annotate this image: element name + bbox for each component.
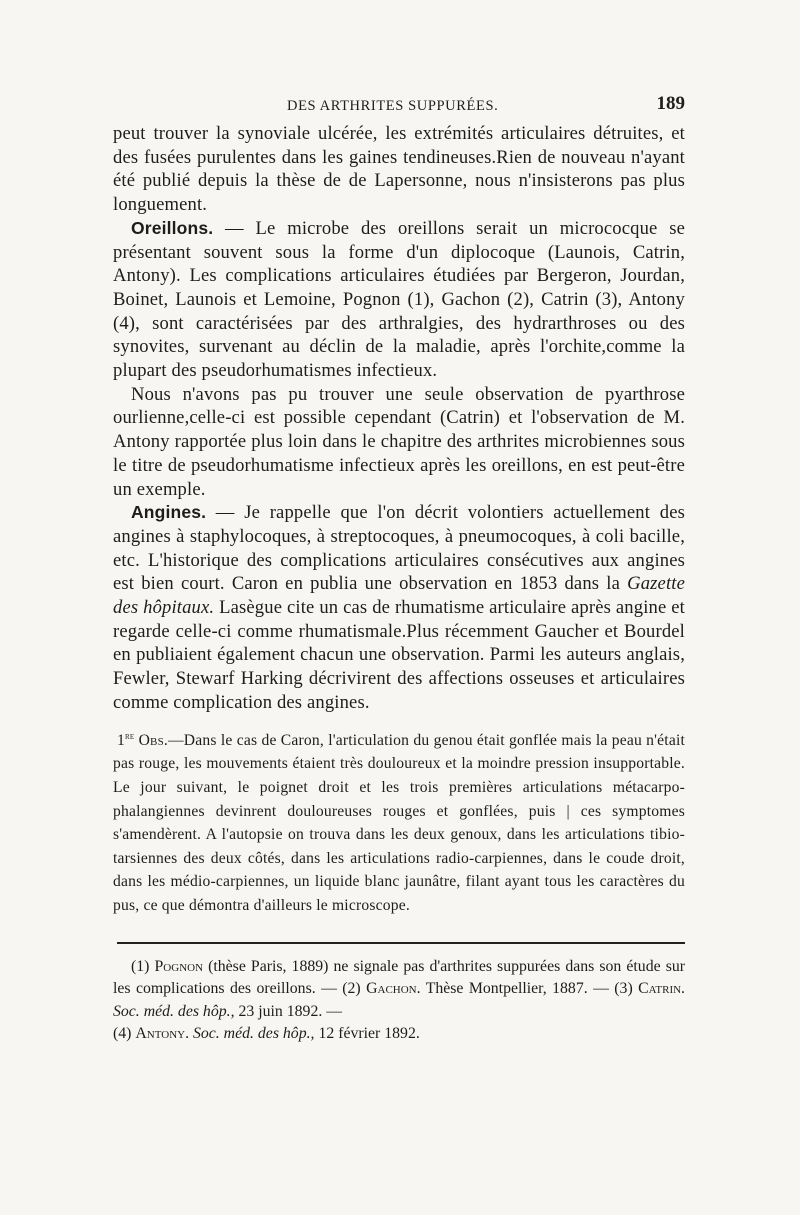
- body-text: [113, 122, 685, 715]
- observation-text: 1re Obs.—Dans le cas de Caron, l'articulation du genou était gonflée mais la peau n'était pas rouge, les mouvements étaient très douloureux et la moindre pression insupportable. Le jour suivant, le poignet droit et les trois premières articulations métacarpo-phalangiennes devinrent douloureuses rouges et gonflées, puis | ces symptomes s'amendèrent. A l'autopsie on trouva dans les deux genoux, dans les articulations tibio-tarsiennes des deux côtés, dans les articulations radio-carpiennes, dans le coude droit, dans les médio-carpiennes, un liquide blanc jaunâtre, filant ayant tous les caractères du pus, ce que démontra d'ailleurs le microscope.: [113, 730, 686, 914]
- document-page: [113, 94, 685, 1046]
- paragraph-text: — Je rappelle que l'on décrit volontiers actuellement des angines à staphylocoques, à streptocoques, à pneumocoques, à coli bacille, etc. L'historique des complications articulaires consécutives aux angines est bien court. Caron en publia une observation en 1853 dans la: [113, 502, 685, 595]
- footnote-author: Antony.: [135, 1025, 190, 1043]
- running-title: DES ARTHRITES SUPPURÉES.: [287, 98, 499, 114]
- paragraph-text: — Le microbe des oreillons serait un micrococque se présentant souvent sous la forme d'un diplocoque (Launois, Catrin, Antony). Les complications articulaires étudiées par Bergeron, Jourdan, Boinet, Launois et Lemoine, Pognon (1), Gachon (2), Catrin (3), Antony (4), sont caractérisées par des arthralgies, des hydrarthroses ou des synovites, survenant au déclin de la maladie, après l'orchite,comme la plupart des pseudorhumatismes infectieux.: [113, 217, 685, 382]
- paragraph-oreillons: [113, 217, 685, 383]
- footnote-author: Catrin.: [638, 980, 685, 998]
- journal-title: Gazette des hôpitaux.: [113, 573, 685, 619]
- footnote-author: Gachon.: [366, 980, 421, 998]
- section-heading-oreillons: Oreillons.: [131, 217, 214, 238]
- footnote-author: Pognon: [154, 957, 204, 975]
- page-header: [113, 94, 685, 122]
- paragraph-text: Lasègue cite un cas de rhumatisme articulaire après angine et regarde celle-ci comme rhumatismale.Plus récemment Gaucher et Bourdel en publiaient également chacun une observation. Parmi les auteurs anglais, Fewler, Stewarf Harking décrivirent des affections osseuses et articulaires comme complication des angines.: [113, 597, 685, 713]
- paragraph-angines: [113, 501, 685, 714]
- paragraph: peut trouver la synoviale ulcérée, les extrémités articulaires détruites, et des fusées purulentes dans les gaines tendineuses.Rien de nouveau n'ayant été publié depuis la thèse de de Lapersonne, nous n'insisterons pas plus longuement.: [113, 123, 685, 216]
- footnote-text: (1) Pognon (thèse Paris, 1889) ne signale pas d'arthrites suppurées dans son étude sur les complications des oreillons. — (2) Gachon. Thèse Montpellier, 1887. — (3) Catrin. Soc. méd. des hôp., 23 juin 1892. — (4) Antony. Soc. méd. des hôp., 12 février 1892.: [113, 957, 685, 1043]
- observation-label: 1re Obs.: [117, 730, 168, 749]
- paragraph: Nous n'avons pas pu trouver une seule observation de pyarthrose ourlienne,celle-ci est possible cependant (Catrin) et l'observation de M. Antony rapportée plus loin dans le chapitre des arthrites microbiennes sous le titre de pseudorhumatisme infectieux après les oreillons, en est peut-être un exemple.: [113, 383, 685, 500]
- footnote-divider: [117, 942, 685, 944]
- footnotes: [113, 956, 685, 1046]
- observation-block: [113, 725, 685, 918]
- section-heading-angines: Angines.: [131, 502, 207, 523]
- page-number: 189: [656, 93, 685, 114]
